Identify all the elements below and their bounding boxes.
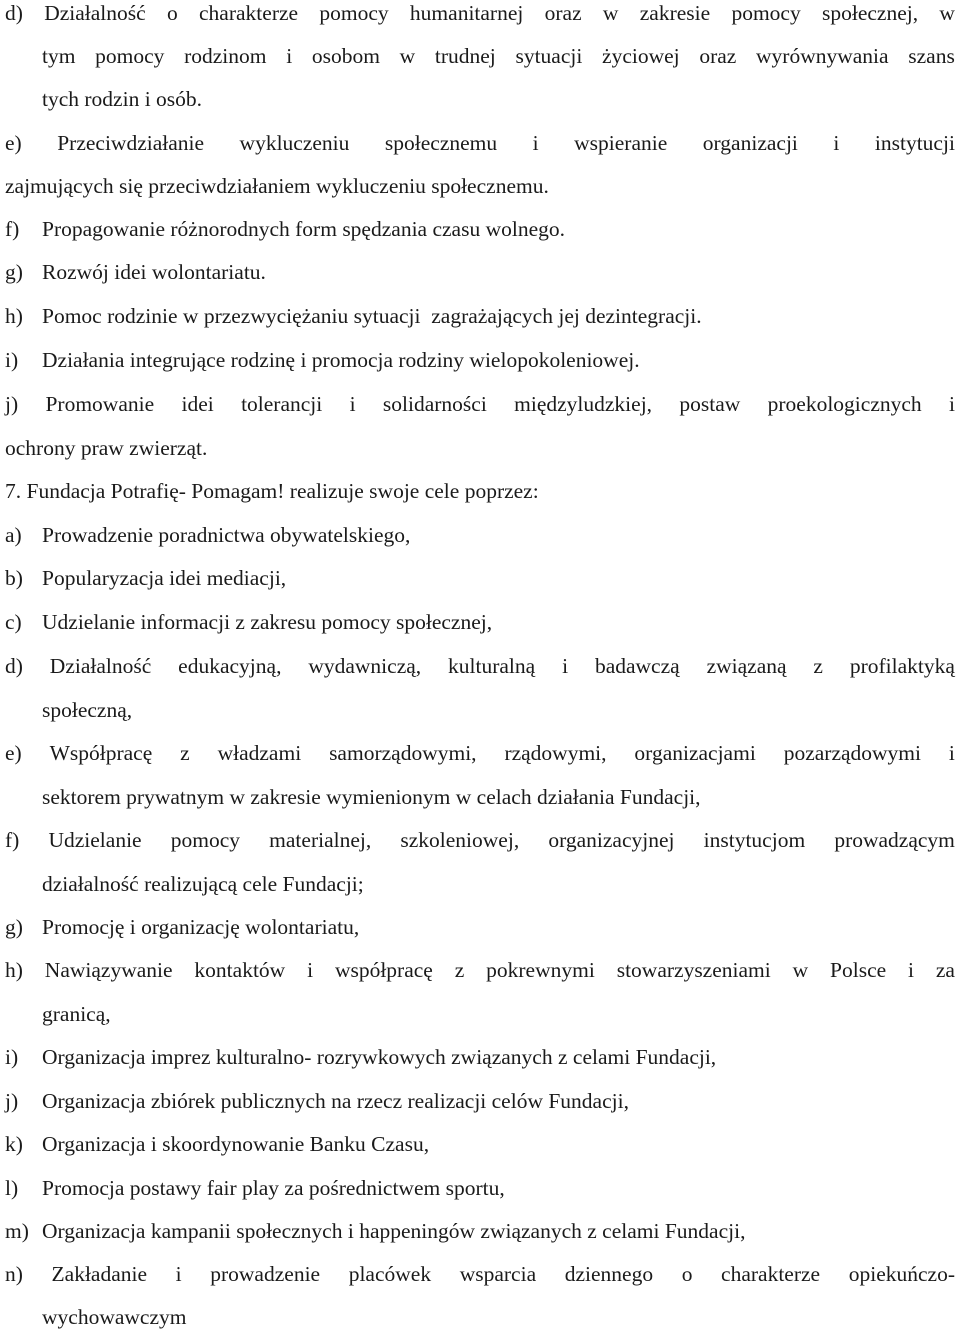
item-e-line2: zajmujących się przeciwdziałaniem wykluczeniu społecznemu. (5, 174, 549, 198)
s7-item-c: c) Udzielanie informacji z zakresu pomocy społecznej, (5, 610, 493, 634)
item-d-label: d) (5, 1, 23, 25)
item-j-line2: ochrony praw zwierząt. (5, 436, 208, 460)
s7-item-h-label: h) (5, 958, 23, 982)
s7-item-f-line2: działalność realizującą cele Fundacji; (42, 872, 364, 896)
s7-item-k: k) Organizacja i skoordynowanie Banku Czasu, (5, 1132, 430, 1156)
s7-item-i: i) Organizacja imprez kulturalno- rozrywkowych związanych z celami Fundacji, (5, 1045, 717, 1069)
s7-item-n-line2: wychowawczym (42, 1305, 187, 1329)
item-h-label: h) (5, 304, 23, 328)
item-h: h) Pomoc rodzinie w przezwyciężaniu sytuacji zagrażających jej dezintegracji. (5, 304, 702, 328)
item-d-line2: tym pomocy rodzinom i osobom w trudnej sytuacji życiowej oraz wyrównywania szans (42, 44, 955, 68)
item-f: f) Propagowanie różnorodnych form spędzania czasu wolnego. (5, 217, 565, 241)
item-e-label: e) (5, 131, 22, 155)
s7-item-j-label: j) (5, 1089, 19, 1113)
s7-item-a: a) Prowadzenie poradnictwa obywatelskiego, (5, 523, 411, 547)
s7-item-e-line2: sektorem prywatnym w zakresie wymienionym w celach działania Fundacji, (42, 785, 701, 809)
item-f-label: f) (5, 217, 20, 241)
s7-item-g: g) Promocję i organizację wolontariatu, (5, 915, 360, 939)
s7-item-k-label: k) (5, 1132, 23, 1156)
s7-item-m-label: m) (5, 1219, 29, 1243)
s7-item-f-label: f) (5, 828, 20, 852)
s7-item-d-label: d) (5, 654, 23, 678)
s7-item-i-label: i) (5, 1045, 19, 1069)
s7-item-a-label: a) (5, 523, 22, 547)
item-e-line1: e) Przeciwdziałanie wykluczeniu społecznemu i wspieranie organizacji i instytucji (5, 131, 955, 155)
item-i: i) Działania integrujące rodzinę i promocja rodziny wielopokoleniowej. (5, 348, 640, 372)
item-g: g) Rozwój idei wolontariatu. (5, 260, 266, 284)
item-d-line1: d) Działalność o charakterze pomocy humanitarnej oraz w zakresie pomocy społecznej, w (5, 1, 955, 25)
s7-item-m: m) Organizacja kampanii społecznych i happeningów związanych z celami Fundacji, (5, 1219, 746, 1243)
item-j-label: j) (5, 392, 19, 416)
item-j-line1: j) Promowanie idei tolerancji i solidarności międzyludzkiej, postaw proekologicznych i (5, 392, 955, 416)
item-g-label: g) (5, 260, 23, 284)
s7-item-b: b) Popularyzacja idei mediacji, (5, 566, 287, 590)
item-d-line3: tych rodzin i osób. (42, 87, 203, 111)
s7-item-c-label: c) (5, 610, 22, 634)
s7-item-d-line2: społeczną, (42, 698, 133, 722)
s7-item-e-label: e) (5, 741, 22, 765)
s7-item-h-line2: granicą, (42, 1002, 111, 1026)
s7-item-l: l) Promocja postawy fair play za pośrednictwem sportu, (5, 1176, 505, 1200)
s7-item-j: j) Organizacja zbiórek publicznych na rzecz realizacji celów Fundacji, (5, 1089, 629, 1113)
item-i-label: i) (5, 348, 19, 372)
s7-item-f-line1: f) Udzielanie pomocy materialnej, szkoleniowej, organizacyjnej instytucjom prowadzącym (5, 828, 955, 852)
s7-item-n-line1: n) Zakładanie i prowadzenie placówek wsparcia dziennego o charakterze opiekuńczo- (5, 1262, 955, 1286)
s7-item-l-label: l) (5, 1176, 19, 1200)
s7-item-b-label: b) (5, 566, 23, 590)
s7-item-g-label: g) (5, 915, 23, 939)
s7-item-h-line1: h) Nawiązywanie kontaktów i współpracę z pokrewnymi stowarzyszeniami w Polsce i za (5, 958, 955, 982)
s7-item-e-line1: e) Współpracę z władzami samorządowymi, rządowymi, organizacjami pozarządowymi i (5, 741, 955, 765)
s7-item-n-label: n) (5, 1262, 23, 1286)
s7-item-d-line1: d) Działalność edukacyjną, wydawniczą, kulturalną i badawczą związaną z profilaktyką (5, 654, 955, 678)
section-7-heading: 7. Fundacja Potrafię- Pomagam! realizuje swoje cele poprzez: (5, 479, 539, 503)
